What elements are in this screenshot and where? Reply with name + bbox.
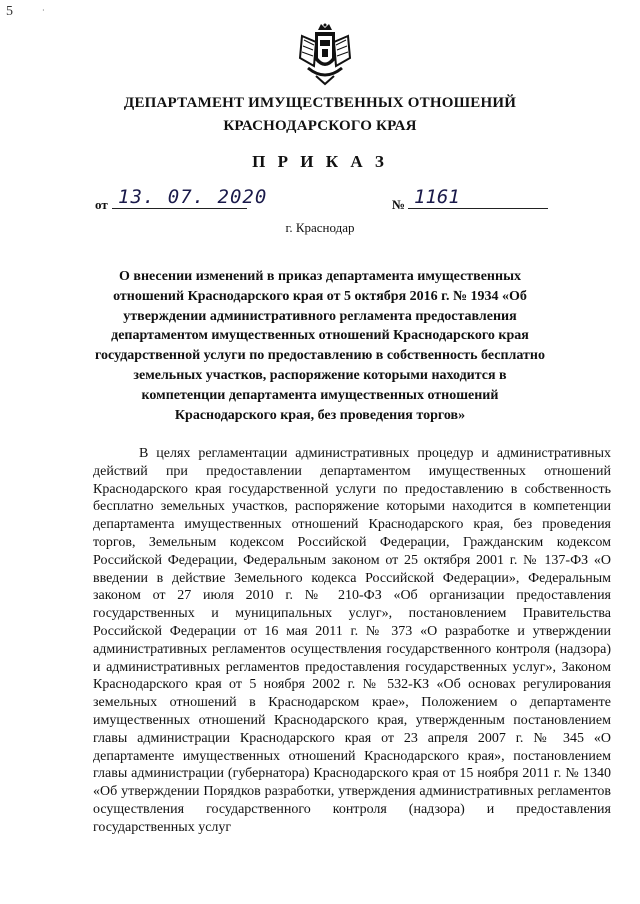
city-name: г. Краснодар bbox=[285, 220, 355, 235]
scan-dot: · bbox=[42, 6, 45, 15]
number-underline bbox=[408, 208, 548, 209]
date-label: от bbox=[95, 197, 108, 212]
number-label: № bbox=[392, 197, 406, 212]
document-type: П Р И К А З bbox=[252, 152, 388, 171]
page-mark: 5 bbox=[6, 4, 13, 19]
coat-of-arms-icon bbox=[296, 22, 354, 86]
department-name-line2: КРАСНОДАРСКОГО КРАЯ bbox=[223, 118, 417, 134]
date-underline bbox=[112, 208, 247, 209]
department-name-line1: ДЕПАРТАМЕНТ ИМУЩЕСТВЕННЫХ ОТНОШЕНИЙ bbox=[123, 95, 517, 111]
body-paragraph: В целях регламентации административных процедур и административных действий при предоставлении департаментом имущественных отношений Краснодарского края государственной услуги по предоставлению в собственность бесплатно земельных участков, распоряжение которыми находится в компетенции департамента имущественных отношений Краснодарского края, без проведения торгов, Земельным кодексом Российской Федерации, Гражданским кодексом Российской Федерации, Федеральным законом от 25 октября 2001 г. № 137-ФЗ «О введении в действие Земельного кодекса Российской Федерации», Федеральным законом от 27 июля 2010 г. № 210-ФЗ «Об организации предоставления государственных и муниципальных услуг», постановлением Правительства Российской Федерации от 16 мая 2011 г. № 373 «О разработке и утверждении административных регламентов осуществления государственного контроля (надзора) и административных регламентов предоставления государственных услуг», Законом Краснодарского края от 5 ноября 2002 г. № 532-КЗ «Об основах регулирования земельных отношений в Краснодарском крае», Положением о департаменте имущественных отношений Краснодарского края, утвержденным постановлением главы администрации Краснодарского края от 23 апреля 2007 г. № 345 «О департаменте имущественных отношений Краснодарского края», постановлением главы администрации (губернатора) Краснодарского края от 15 ноября 2011 г. № 1340 «Об утверждении Порядков разработки, утверждения административных регламентов осуществления государственного контроля (надзора) и предоставления государственных услуг bbox=[93, 446, 611, 835]
handwritten-number: 1161 bbox=[414, 186, 460, 208]
order-subject: О внесении изменений в приказ департамента имущественных отношений Краснодарского края от 5 октября 2016 г. № 1934 «Об утверждении административного регламента предоставления департаментом имущественных отношений Краснодарского края государственной услуги по предоставлению в собственность бесплатно земельных участков, распоряжение которыми находится в компетенции департамента имущественных отношений Краснодарского края, без проведения торгов» bbox=[95, 269, 545, 423]
handwritten-date: 13. 07. 2020 bbox=[118, 186, 268, 208]
